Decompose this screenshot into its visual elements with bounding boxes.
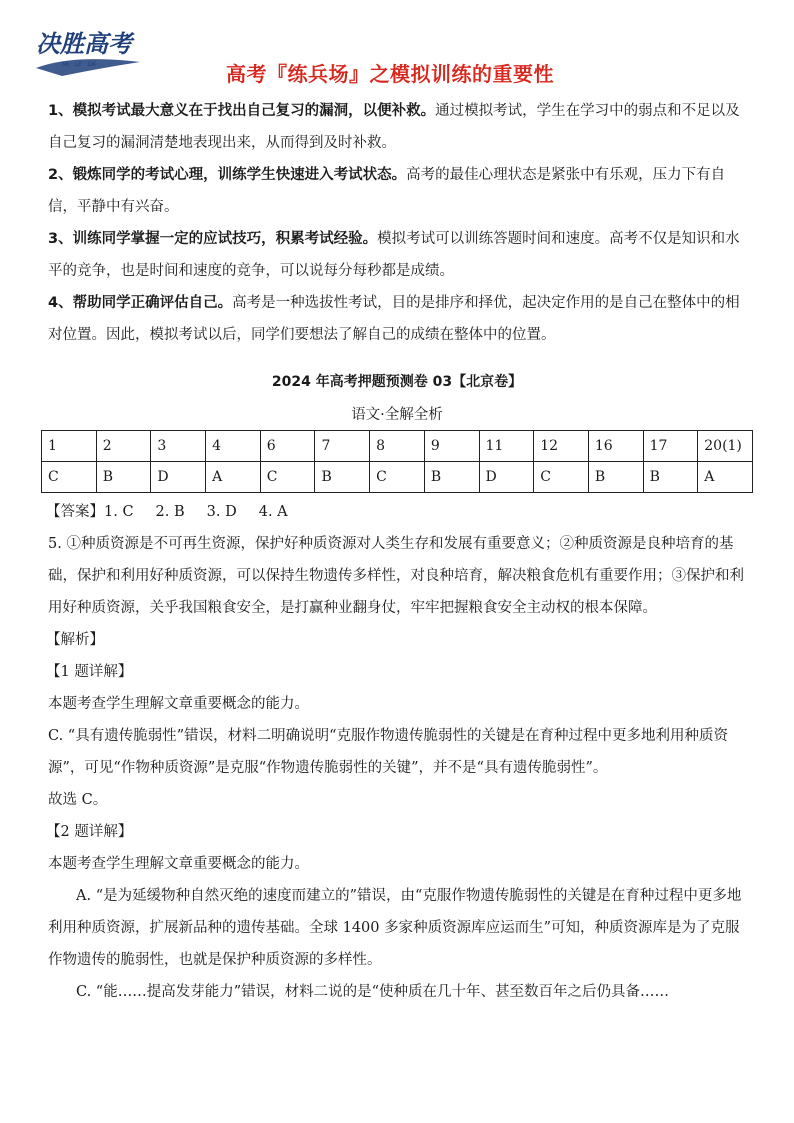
answer-item: 3. D: [206, 504, 237, 520]
logo: [32, 24, 144, 80]
answer-label: 【答案】: [46, 504, 104, 520]
answer-letter-cell: C: [42, 462, 97, 493]
intro-text: 高考的最佳心理状态是紧张中有乐观，压力下有自信，平静中有兴奋。: [48, 167, 726, 215]
logo-graphic: [32, 24, 144, 80]
q2-intro: 本题考查学生理解文章重要概念的能力。: [48, 856, 309, 872]
intro-lead: 3、训练同学掌握一定的应试技巧，积累考试经验。: [48, 231, 378, 247]
question-number-cell: 12: [534, 431, 589, 462]
answer-letter-cell: B: [588, 462, 643, 493]
explanation-body: [48, 496, 750, 1008]
intro-text: 通过模拟考试，学生在学习中的弱点和不足以及自己复习的漏洞清楚地表现出来，从而得到及时补救。: [48, 103, 740, 151]
answer-letter-cell: B: [424, 462, 479, 493]
answer-letter-cell: C: [534, 462, 589, 493]
answer-item: 1. C: [104, 504, 134, 520]
q5-answer: 5. ①种质资源是不可再生资源，保护好种质资源对人类生存和发展有重要意义；②种质资源是良种培育的基础，保护和利用好种质资源，可以保持生物遗传多样性，对良种培育，解决粮食危机有重要作用；③保护和利用好种质资源，关乎我国粮食安全，是打赢种业翻身仗，牢牢把握粮食安全主动权的根本保障。: [48, 536, 744, 616]
question-number-cell: 20(1): [698, 431, 753, 462]
answer-letter-cell: D: [151, 462, 206, 493]
question-number-cell: 2: [96, 431, 151, 462]
answer-summary: [46, 496, 750, 528]
q2-option-c: C. “能……提高发芽能力”错误，材料二说的是“使种质在几十年、甚至数百年之后仍具备……: [76, 984, 670, 1000]
answer-letter-cell: C: [260, 462, 315, 493]
question-number-cell: 16: [588, 431, 643, 462]
intro-item-1: [48, 95, 750, 159]
intro-text: 高考是一种选拔性考试，目的是排序和择优，起决定作用的是自己在整体中的相对位置。因此，模拟考试以后，同学们要想法了解自己的成绩在整体中的位置。: [48, 295, 740, 343]
answer-letter-cell: B: [643, 462, 698, 493]
intro-lead: 1、模拟考试最大意义在于找出自己复习的漏洞，以便补救。: [48, 103, 436, 119]
answer-letter-cell: D: [479, 462, 534, 493]
answer-item: 2. B: [155, 504, 185, 520]
analysis-label: 【解析】: [46, 632, 104, 648]
answer-letter-cell: A: [206, 462, 261, 493]
answer-letter-cell: B: [315, 462, 370, 493]
answer-letter-cell: A: [698, 462, 753, 493]
q1-choice: 故选 C。: [48, 792, 108, 808]
intro-text: 模拟考试可以训练答题时间和速度。高考不仅是知识和水平的竞争，也是时间和速度的竞争，可以说每分每秒都是成绩。: [48, 231, 740, 279]
intro-lead: 2、锻炼同学的考试心理，训练学生快速进入考试状态。: [48, 167, 407, 183]
question-row: [42, 431, 753, 462]
question-number-cell: 17: [643, 431, 698, 462]
paper-subtitle: 语文·全解全析: [351, 407, 443, 423]
question-number-cell: 4: [206, 431, 261, 462]
answer-letter-cell: C: [370, 462, 425, 493]
answer-row: [42, 462, 753, 493]
q1-intro: 本题考查学生理解文章重要概念的能力。: [48, 696, 309, 712]
answer-item: 4. A: [258, 504, 288, 520]
question-number-cell: 1: [42, 431, 97, 462]
banner-title: 高考『练兵场』之模拟训练的重要性: [226, 62, 554, 86]
answer-table: [41, 430, 753, 493]
answer-letter-cell: B: [96, 462, 151, 493]
logo-text: 决胜高考: [36, 30, 132, 58]
intro-section: [48, 95, 750, 351]
question-number-cell: 11: [479, 431, 534, 462]
intro-item-2: [48, 159, 750, 223]
logo-tagline: MI · LE · GK: [62, 61, 97, 68]
q2-label: 【2 题详解】: [46, 824, 133, 840]
q1-label: 【1 题详解】: [46, 664, 133, 680]
q2-option-a: A. “是为延缓物种自然灭绝的速度而建立的”错误，由“克服作物遗传脆弱性的关键是在育种过程中更多地利用种质资源，扩展新品种的遗传基础。全球 1400 多家种质资源库应运而生”可知，种质资源库是为了克服作物遗传的脆弱性，也就是保护种质资源的多样性。: [48, 888, 742, 968]
intro-item-3: [48, 223, 750, 287]
intro-item-4: [48, 287, 750, 351]
question-number-cell: 6: [260, 431, 315, 462]
question-number-cell: 7: [315, 431, 370, 462]
paper-title: 2024 年高考押题预测卷 03【北京卷】: [271, 374, 523, 390]
question-number-cell: 9: [424, 431, 479, 462]
question-number-cell: 8: [370, 431, 425, 462]
q1-option-c: C. “具有遗传脆弱性”错误，材料二明确说明“克服作物遗传脆弱性的关键是在育种过程中更多地利用种质资源”，可见“作物种质资源”是克服“作物遗传脆弱性的关键”，并不是“具有遗传脆弱性”。: [48, 728, 729, 776]
intro-lead: 4、帮助同学正确评估自己。: [48, 295, 233, 311]
question-number-cell: 3: [151, 431, 206, 462]
